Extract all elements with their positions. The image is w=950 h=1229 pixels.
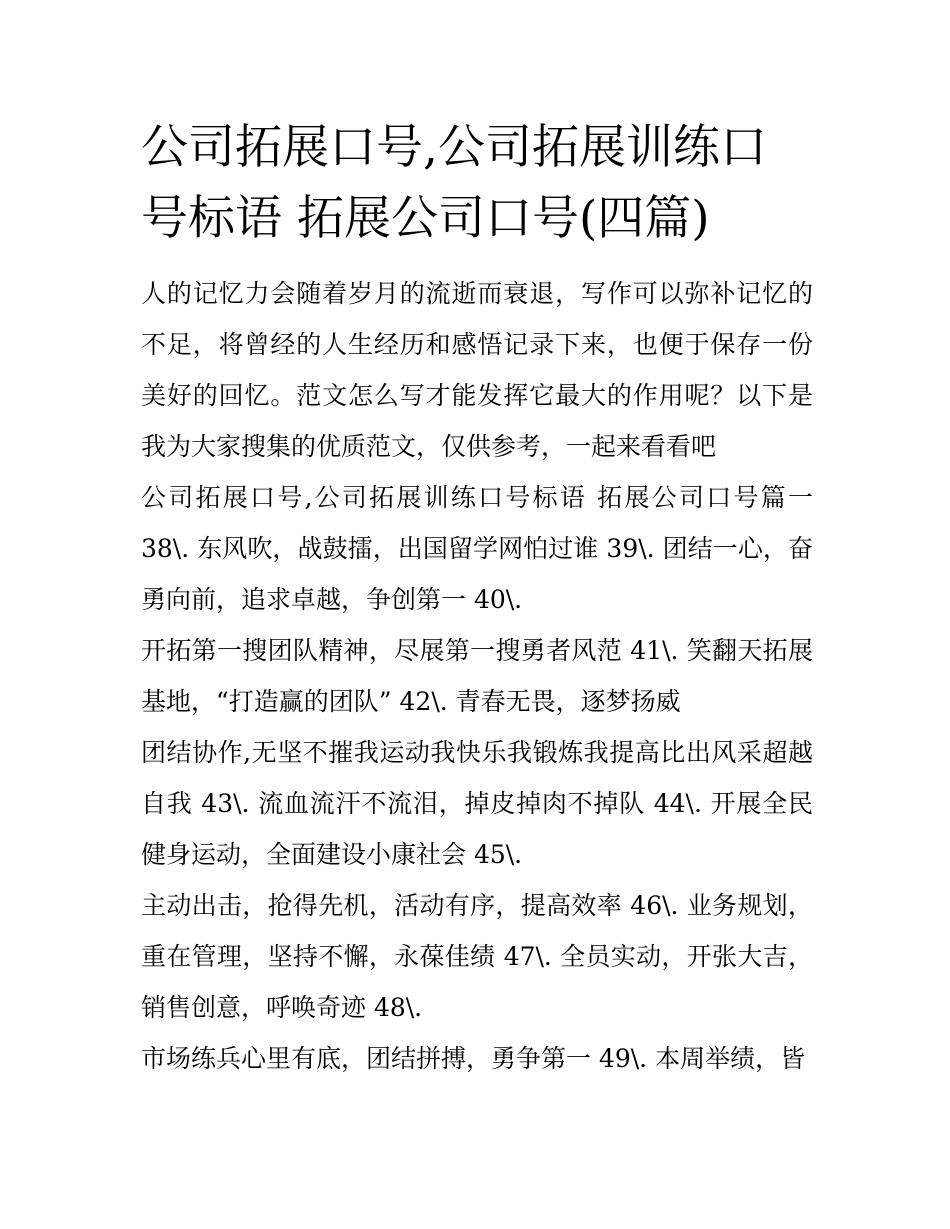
document-title: 公司拓展口号,公司拓展训练口号标语 拓展公司口号(四篇) <box>141 120 767 246</box>
paragraph-3: 团结协作,无坚不摧我运动我快乐我锻炼我提高比出风采超越自我 43\. 流血流汗不流泪，掉皮掉肉不掉队 44\. 开展全民健身运动，全面建设小康社会 45\. <box>141 738 813 869</box>
paragraph-2: 开拓第一搜团队精神，尽展第一搜勇者风范 41\. 笑翻天拓展基地，“打造赢的团队” 42\. 青春无畏，逐梦扬威 <box>141 636 813 716</box>
paragraph-1: 公司拓展口号,公司拓展训练口号标语 拓展公司口号篇一 38\. 东风吹，战鼓擂，出国留学网怕过谁 39\. 团结一心，奋勇向前，追求卓越，争创第一 40\. <box>141 483 813 614</box>
paragraph-4: 主动出击，抢得先机，活动有序，提高效率 46\. 业务规划，重在管理，坚持不懈，永葆佳绩 47\. 全员实动，开张大吉，销售创意，呼唤奇迹 48\. <box>141 891 813 1022</box>
document-page <box>141 112 813 1084</box>
paragraph-intro: 人的记忆力会随着岁月的流逝而衰退，写作可以弥补记忆的不足，将曾经的人生经历和感悟记录下来，也便于保存一份美好的回忆。范文怎么写才能发挥它最大的作用呢？以下是我为大家搜集的优质范文，仅供参考，一起来看看吧 <box>141 279 813 461</box>
paragraph-5: 市场练兵心里有底，团结拼搏，勇争第一 49\. 本周举绩，皆 <box>141 1044 806 1073</box>
